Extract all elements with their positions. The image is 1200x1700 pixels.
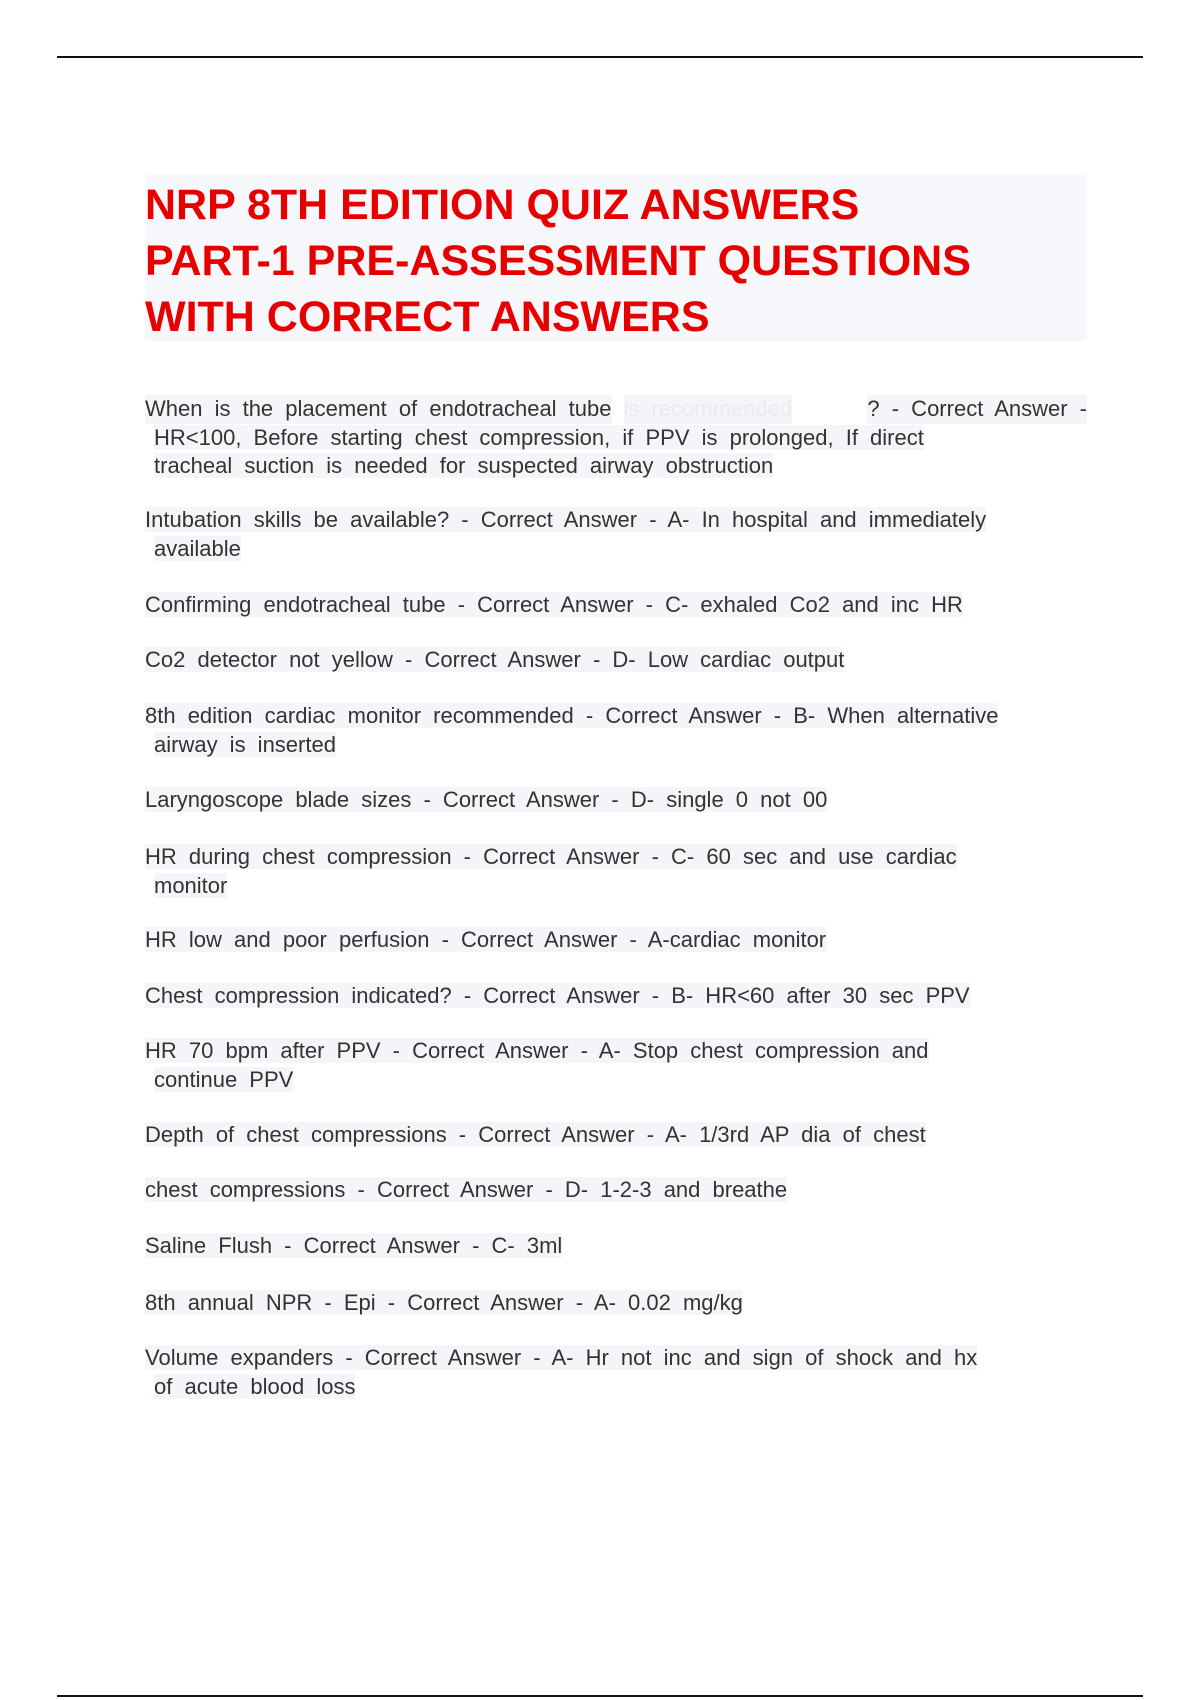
qa-item-12-line-1: chest compressions - Correct Answer - D- 1-2-3 and breathe (145, 1177, 788, 1202)
qa-item-2 (145, 506, 1087, 563)
qa-item-3-line-1: Confirming endotracheal tube - Correct Answer - C- exhaled Co2 and inc HR (145, 592, 963, 617)
qa-item-1-faint-text: is recommended (624, 395, 793, 424)
qa-item-13-line-1: Saline Flush - Correct Answer - C- 3ml (145, 1233, 563, 1258)
qa-item-15 (145, 1344, 1087, 1401)
qa-item-10-line-2: continue PPV (154, 1066, 294, 1092)
qa-item-1 (145, 395, 1087, 481)
qa-item-10 (145, 1037, 1087, 1094)
qa-item-7-line-2: monitor (154, 872, 228, 898)
qa-item-13 (145, 1232, 1087, 1261)
qa-item-3 (145, 591, 1087, 620)
title-line-2: PART-1 PRE-ASSESSMENT QUESTIONS (145, 237, 971, 285)
qa-item-2-line-2: available (154, 535, 241, 561)
qa-item-12 (145, 1176, 1087, 1205)
title-block (145, 175, 1087, 341)
bottom-rule (57, 1695, 1143, 1697)
qa-item-7-line-1: HR during chest compression - Correct Answer - C- 60 sec and use cardiac (145, 844, 957, 869)
qa-item-11-line-1: Depth of chest compressions - Correct Answer - A- 1/3rd AP dia of chest (145, 1122, 926, 1147)
qa-item-6 (145, 786, 1087, 815)
qa-item-14-line-1: 8th annual NPR - Epi - Correct Answer - A- 0.02 mg/kg (145, 1290, 743, 1315)
qa-item-5-line-2: airway is inserted (154, 731, 336, 757)
top-rule (57, 56, 1143, 58)
qa-item-2-line-1: Intubation skills be available? - Correct Answer - A- In hospital and immediately (145, 507, 987, 532)
qa-item-10-line-1: HR 70 bpm after PPV - Correct Answer - A- Stop chest compression and (145, 1038, 929, 1063)
title-line-3: WITH CORRECT ANSWERS (145, 293, 710, 341)
qa-item-8-line-1: HR low and poor perfusion - Correct Answer - A-cardiac monitor (145, 927, 827, 952)
qa-item-5 (145, 702, 1087, 759)
qa-item-9 (145, 982, 1087, 1011)
qa-item-15-line-1: Volume expanders - Correct Answer - A- Hr not inc and sign of shock and hx (145, 1345, 978, 1370)
qa-item-1-question: When is the placement of endotracheal tube (145, 395, 612, 424)
qa-item-4-line-1: Co2 detector not yellow - Correct Answer - D- Low cardiac output (145, 647, 845, 672)
qa-item-11 (145, 1121, 1087, 1150)
qa-item-14 (145, 1289, 1087, 1318)
title-line-1: NRP 8TH EDITION QUIZ ANSWERS (145, 181, 860, 229)
qa-item-1-answer-label: ? - Correct Answer - (867, 395, 1087, 424)
qa-item-8 (145, 926, 1087, 955)
qa-item-4 (145, 646, 1087, 675)
qa-item-9-line-1: Chest compression indicated? - Correct Answer - B- HR<60 after 30 sec PPV (145, 983, 970, 1008)
qa-item-5-line-1: 8th edition cardiac monitor recommended - Correct Answer - B- When alternative (145, 703, 999, 728)
qa-item-1-line-3: tracheal suction is needed for suspected airway obstruction (154, 453, 774, 478)
qa-item-6-line-1: Laryngoscope blade sizes - Correct Answer - D- single 0 not 00 (145, 787, 828, 812)
qa-item-1-line-1 (145, 395, 1087, 424)
qa-item-7 (145, 843, 1087, 900)
qa-item-1-line-2: HR<100, Before starting chest compression, if PPV is prolonged, If direct (154, 424, 924, 450)
document-title (145, 175, 1087, 345)
qa-item-15-line-2: of acute blood loss (154, 1373, 356, 1399)
